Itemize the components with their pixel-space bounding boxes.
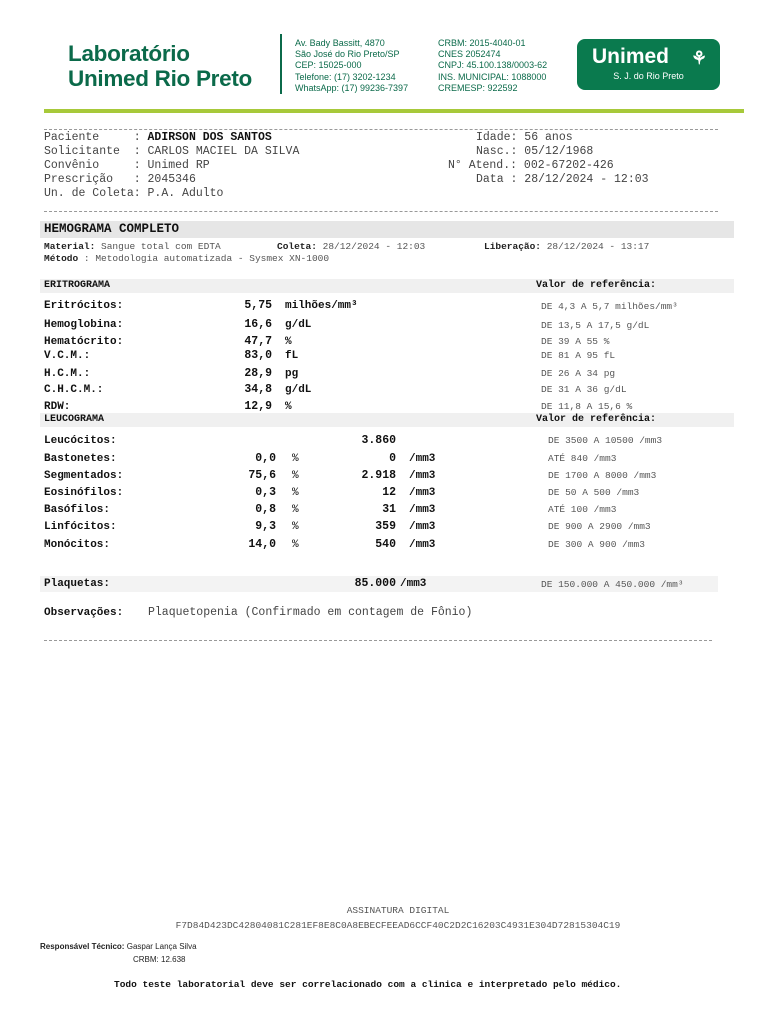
row-abs: 359 [375,520,396,533]
row-abs-unit: /mm3 [409,504,436,516]
atendimento: N° Atend.: 002-67202-426 [448,159,614,172]
row-ref: DE 81 A 95 fL [541,350,616,361]
registration-line: CREMESP: 922592 [438,82,518,93]
material-label: Material: [44,241,96,252]
prescricao-row [44,173,196,186]
material-value: Sangue total com EDTA [101,241,221,252]
leucocitos-label: Leucócitos: [44,435,117,447]
coleta-label: Coleta: [277,241,317,252]
row-ref: DE 26 A 34 pg [541,368,616,379]
lab-registrations [438,38,547,94]
lab-name-line2: Unimed Rio Preto [68,66,252,91]
row-unit: g/dL [285,319,312,331]
row-label: Eritrócitos: [44,300,124,312]
row-pct: 9,3 [255,520,276,533]
row-unit: % [285,336,292,348]
row-value: 12,9 [244,400,272,413]
row-value: 16,6 [244,318,272,331]
registration-line: CNPJ: 45.100.138/0003-62 [438,60,548,71]
row-pct-unit: % [292,504,299,516]
row-ref: ATÉ 840 /mm3 [548,453,617,464]
data-coleta: Data : 28/12/2024 - 12:03 [476,173,649,186]
exam-title: HEMOGRAMA COMPLETO [44,222,180,236]
eritrograma-ref-header: Valor de referência: [536,280,657,291]
row-pct-unit: % [292,453,299,465]
row-unit: milhões/mm³ [285,300,358,312]
exam-meta-row [44,241,221,252]
row-value: 5,75 [244,299,272,312]
row-ref: DE 900 A 2900 /mm3 [548,521,651,532]
row-pct: 0,3 [255,486,276,499]
row-label: Monócitos: [44,539,111,551]
row-abs-unit: /mm3 [409,539,436,551]
row-label: Linfócitos: [44,521,117,533]
address-line: Av. Bady Bassitt, 4870 [295,38,385,48]
lab-name-line1: Laboratório [68,41,190,66]
row-value: 28,9 [244,367,272,380]
row-ref: DE 31 A 36 g/dL [541,384,627,395]
lab-address [295,38,408,94]
row-label: Segmentados: [44,470,124,482]
registration-line: CRBM: 2015-4040-01 [438,38,526,48]
unimed-brand-sub: S. J. do Rio Preto [613,71,684,81]
row-pct-unit: % [292,521,299,533]
row-unit: pg [285,368,299,380]
patient-name: ADIRSON DOS SANTOS [147,131,272,144]
row-abs: 540 [375,538,396,551]
lab-logo [68,41,252,91]
convenio-row [44,159,210,172]
unimed-brand-name: Unimed [592,45,670,68]
responsavel-name: Gaspar Lança Silva [126,942,197,951]
address-line: Telefone: (17) 3202-1234 [295,71,396,82]
row-label: Hemoglobina: [44,319,124,331]
row-ref: DE 1700 A 8000 /mm3 [548,470,657,481]
address-line: São José do Rio Preto/SP [295,49,400,60]
coleta-unit-value: P.A. Adulto [147,187,224,200]
row-ref: DE 39 A 55 % [541,336,610,347]
eritrograma-title: ERITROGRAMA [44,280,111,291]
row-value: 47,7 [244,335,272,348]
exam-liberacao [484,241,649,252]
row-unit: g/dL [285,384,312,396]
header-accent-line [44,109,744,113]
plaquetas-ref: DE 150.000 A 450.000 /mm³ [541,579,684,590]
responsavel-tecnico [40,942,197,951]
row-abs: 0 [389,452,396,465]
row-abs: 2.918 [361,469,396,482]
row-label: Bastonetes: [44,453,117,465]
row-abs-unit: /mm3 [409,470,436,482]
footer-disclaimer: Todo teste laboratorial deve ser correlacionado com a clinica e interpretado pelo médico. [114,979,622,990]
row-value: 34,8 [244,383,272,396]
row-ref: DE 50 A 500 /mm3 [548,487,640,498]
registration-line: INS. MUNICIPAL: 1088000 [438,71,547,82]
registration-line: CNES 2052474 [438,49,501,60]
exam-coleta [277,241,425,252]
leucograma-title: LEUCOGRAMA [44,414,105,425]
row-pct: 0,8 [255,503,276,516]
row-ref: DE 13,5 A 17,5 g/dL [541,320,650,331]
metodo-value: : Metodologia automatizada - Sysmex XN-1000 [83,253,330,264]
row-label: Basófilos: [44,504,111,516]
coleta-unit-row [44,187,223,200]
liberacao-label: Liberação: [484,241,542,252]
divider [44,129,718,130]
row-abs: 31 [382,503,396,516]
solicitante-row [44,145,299,158]
divider [44,640,712,641]
row-label: RDW: [44,401,71,413]
responsavel-label: Responsável Técnico: [40,942,125,951]
prescricao-label: Prescrição : [44,173,141,186]
row-abs-unit: /mm3 [409,521,436,533]
row-ref: DE 300 A 900 /mm3 [548,539,645,550]
row-pct: 14,0 [248,538,276,551]
row-pct: 0,0 [255,452,276,465]
exam-metodo [44,253,329,264]
metodo-label: Método [44,253,79,264]
coleta-unit-label: Un. de Coleta: [44,187,141,200]
plaquetas-unit: /mm3 [400,578,427,590]
row-pct-unit: % [292,539,299,551]
row-label: Eosinófilos: [44,487,124,499]
paciente-label: Paciente : [44,131,141,144]
divider [44,211,718,212]
idade: Idade: 56 anos [476,131,573,144]
coleta-value: 28/12/2024 - 12:03 [322,241,426,252]
signature-hash: F7D84D423DC42804081C281EF8E8C0A8EBECFEEAD6CCF40C2D2C16203C4931E304D72815304C19 [175,920,621,931]
row-value: 83,0 [244,349,272,362]
convenio-value: Unimed RP [147,159,210,172]
plaquetas-value: 85.000 [354,577,396,590]
convenio-label: Convênio : [44,159,141,172]
row-abs-unit: /mm3 [409,487,436,499]
signature-title: ASSINATURA DIGITAL [346,905,450,916]
responsavel-crbm: CRBM: 12.638 [133,955,186,964]
unimed-tree-icon: ⚘ [691,48,708,68]
row-abs-unit: /mm3 [409,453,436,465]
row-unit: % [285,401,292,413]
patient-row [44,131,272,144]
row-pct-unit: % [292,487,299,499]
address-line: WhatsApp: (17) 99236-7397 [295,82,409,93]
row-ref: DE 11,8 A 15,6 % [541,401,633,412]
header-divider [280,34,282,94]
address-line: CEP: 15025-000 [295,60,362,71]
row-label: H.C.M.: [44,368,91,380]
leucocitos-value: 3.860 [361,434,396,447]
row-label: Hematócrito: [44,336,124,348]
leucograma-ref-header: Valor de referência: [536,414,657,425]
prescricao-value: 2045346 [147,173,196,186]
observacoes-text: Plaquetopenia (Confirmado em contagem de Fônio) [148,606,473,619]
row-label: V.C.M.: [44,350,91,362]
leucocitos-ref: DE 3500 A 10500 /mm3 [548,435,663,446]
row-label: C.H.C.M.: [44,384,104,396]
row-ref: ATÉ 100 /mm3 [548,504,617,515]
row-pct: 75,6 [248,469,276,482]
row-unit: fL [285,350,299,362]
observacoes-label: Observações: [44,607,124,619]
plaquetas-label: Plaquetas: [44,578,111,590]
row-pct-unit: % [292,470,299,482]
row-abs: 12 [382,486,396,499]
unimed-logo [577,39,720,90]
nascimento: Nasc.: 05/12/1968 [476,145,594,158]
solicitante-value: CARLOS MACIEL DA SILVA [147,145,300,158]
liberacao-value: 28/12/2024 - 13:17 [546,241,650,252]
row-ref: DE 4,3 A 5,7 milhões/mm³ [541,301,678,312]
solicitante-label: Solicitante : [44,145,141,158]
